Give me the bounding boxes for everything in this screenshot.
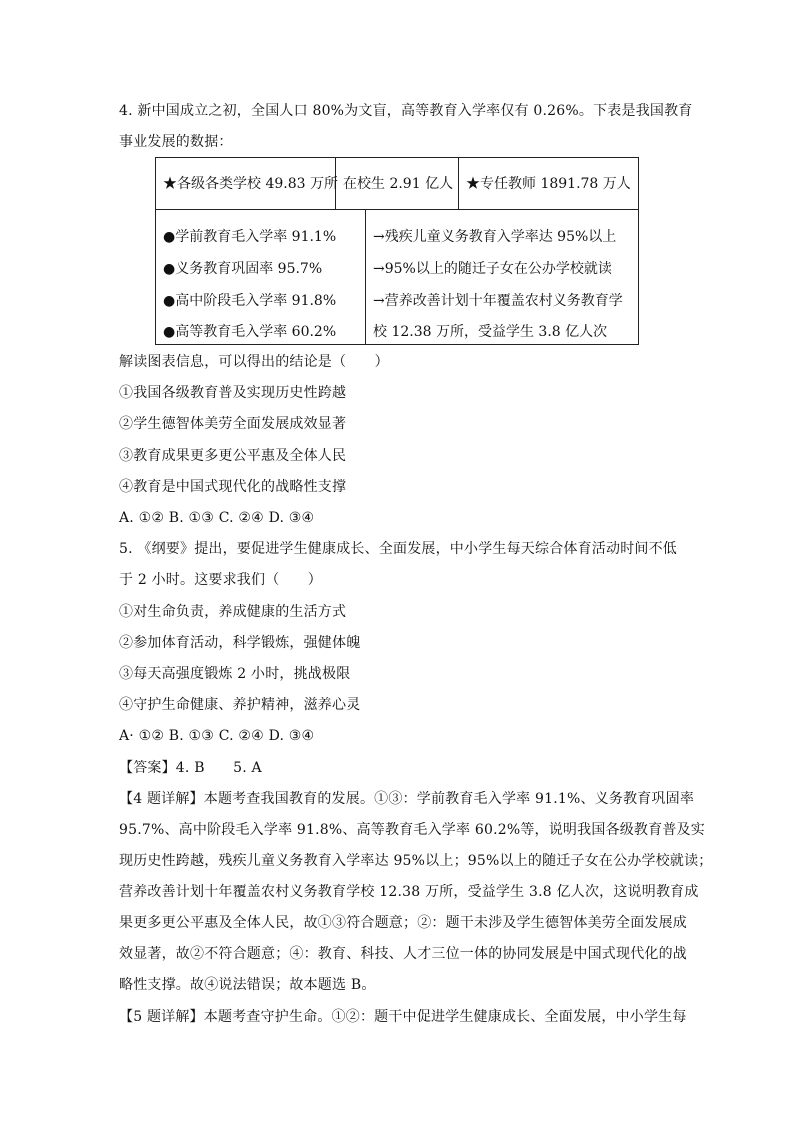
- table-cell: [459, 158, 638, 209]
- cell-teachers: ★专任教师 1891.78 万人: [466, 176, 631, 192]
- list-item: ●高中阶段毛入学率 91.8%: [163, 293, 337, 309]
- explain4-line: 现历史性跨越，残疾儿童义务教育入学率达 95%以上；95%以上的随迁子女在公办学校就读；: [119, 853, 713, 869]
- q4-stem-line1: 4. 新中国成立之初，全国人口 80%为文盲，高等教育入学率仅有 0.26%。下表是我国教育: [119, 103, 693, 119]
- list-item: 校 12.38 万所，受益学生 3.8 亿人次: [373, 324, 608, 340]
- q5-stem-line2: 于 2 小时。这要求我们（ ）: [119, 572, 323, 588]
- q4-option-4: ④教育是中国式现代化的战略性支撑: [119, 479, 347, 495]
- q4-option-2: ②学生德智体美劳全面发展成效显著: [119, 416, 347, 432]
- q4-choices: A. ①② B. ①③ C. ②④ D. ③④: [119, 510, 315, 526]
- explain5-line: 【5 题详解】本题考查守护生命。①②：题干中促进学生健康成长、全面发展，中小学生每: [119, 1009, 687, 1025]
- explain4-line: 略性支撑。故④说法错误；故本题选 B。: [119, 977, 376, 993]
- table-cell: [156, 158, 336, 209]
- table-cell-left-list: [156, 210, 366, 344]
- explain4-line: 【4 题详解】本题考查我国教育的发展。①③：学前教育毛入学率 91.1%、义务教育巩固率: [119, 791, 695, 807]
- explain4-line: 营养改善计划十年覆盖农村义务教育学校 12.38 万所，受益学生 3.8 亿人次，这说明教育成: [119, 884, 699, 900]
- q5-choices: A· ①② B. ①③ C. ②④ D. ③④: [119, 728, 315, 744]
- q5-stem-line1: 5. 《纲要》提出，要促进学生健康成长、全面发展，中小学生每天综合体育活动时间不低: [119, 541, 678, 557]
- list-item: ●义务教育巩固率 95.7%: [163, 261, 323, 277]
- education-data-table: [155, 157, 639, 345]
- list-item: →营养改善计划十年覆盖农村义务教育学: [373, 293, 623, 309]
- explain4-line: 效显著，故②不符合题意；④：教育、科技、人才三位一体的协同发展是中国式现代化的战: [119, 946, 687, 962]
- table-cell: [336, 158, 459, 209]
- table-row: [156, 210, 638, 344]
- q5-option-1: ①对生命负责，养成健康的生活方式: [119, 604, 347, 620]
- list-item: →残疾儿童义务教育入学率达 95%以上: [373, 229, 617, 245]
- q4-option-3: ③教育成果更多更公平惠及全体人民: [119, 448, 347, 464]
- q4-option-1: ①我国各级教育普及实现历史性跨越: [119, 385, 347, 401]
- answer-line: 【答案】4. B 5. A: [119, 760, 262, 776]
- q5-option-4: ④守护生命健康、养护精神，滋养心灵: [119, 697, 361, 713]
- table-row: [156, 158, 638, 210]
- q4-question: 解读图表信息，可以得出的结论是（ ）: [119, 354, 389, 370]
- explain4-line: 95.7%、高中阶段毛入学率 91.8%、高等教育毛入学率 60.2%等，说明我国各级教育普及实: [119, 822, 705, 838]
- list-item: ●学前教育毛入学率 91.1%: [163, 229, 337, 245]
- q5-option-2: ②参加体育活动，科学锻炼，强健体魄: [119, 635, 361, 651]
- q4-stem-line2: 事业发展的数据：: [119, 134, 233, 150]
- table-cell-right-list: [366, 210, 638, 344]
- cell-students: 在校生 2.91 亿人: [343, 176, 454, 192]
- list-item: ●高等教育毛入学率 60.2%: [163, 324, 337, 340]
- q5-option-3: ③每天高强度锻炼 2 小时，挑战极限: [119, 666, 351, 682]
- cell-schools: ★各级各类学校 49.83 万所: [163, 176, 338, 192]
- list-item: →95%以上的随迁子女在公办学校就读: [373, 261, 612, 277]
- explain4-line: 果更多更公平惠及全体人民，故①③符合题意；②：题干未涉及学生德智体美劳全面发展成: [119, 915, 687, 931]
